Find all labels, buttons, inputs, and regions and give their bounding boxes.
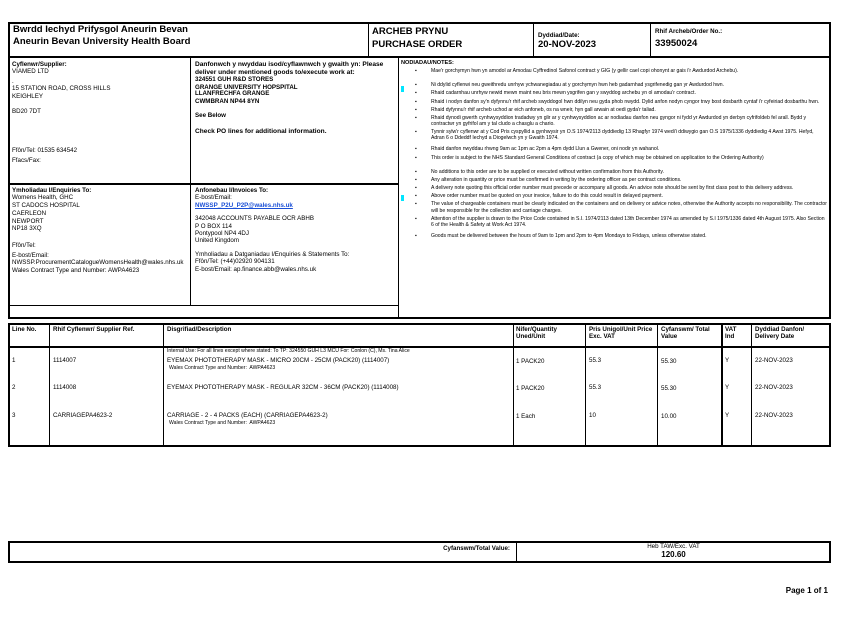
invoices-block [195,187,397,273]
total-value: 120.60 [661,550,686,559]
supplier-line: BD20 7DT [12,108,41,116]
notes-col-divider [398,57,399,318]
bottom-strip-divider [8,305,399,306]
note-item: ▪ Above order number must be quoted on your invoice, failure to do this could result in delayed payment. [401,193,827,199]
col-header-total: Cyfanswm/ Total Value [661,326,710,341]
cell-line-no: 1 [12,357,16,364]
cell-supplier-ref: CARRIAGEPA4623-2 [53,412,113,419]
order-date [538,32,648,51]
enquiries-line: NP18 3XQ [12,225,42,233]
delivery-line: 324551 GUH R&D STORES [195,76,274,84]
cell-vat: Y [725,384,730,391]
supplier-tel: Ffôn/Tel: 01535 634542 [12,147,78,155]
order-number-value: 33950024 [655,38,698,50]
enquiries-line: ST CADOCS HOSPITAL [12,201,80,209]
note-item: ▪ Rhaid cadarnhau unrhyw newid mewn maint neu bris mewn ysgrifen gan y swyddog archebu yn ol amodau'r contract. [401,90,827,96]
cell-delivery-date: 22-NOV-2023 [755,412,793,419]
delivery-line: LLANFRECHFA GRANGE [195,90,270,97]
note-item: ▪ No additions to this order are to be supplied or executed without written confirmation from this Authority. [401,169,827,175]
delivery-line: GRANGE UNIVERSITY HOPSPITAL [195,83,298,91]
note-item: ▪ Attention of the supplier is drawn to the Price Code contained in S.I. 1974/2113 dated 13th December 1974 as amended by S.I 1975/1336 dated 4th August 1975. Also Section 6 of the Health & Safety at Work Act 1974. [401,216,827,228]
document-title [372,26,532,50]
table-row [0,357,842,381]
cell-total: 55.30 [661,385,677,392]
note-item: ▪ Rhaid i nodyn danfon sy'n dyfynnu'r rhif archeb swyddogol hwn ddilyn neu gyda phob nwydd. Dylid anfon nodyn cyngor trwy bost dosbarth cyntaf i'r cyfeiriad dosbarthu hwn. [401,99,827,105]
notes-block [401,60,827,241]
col-header-unit-price: Pris Unigol/Unit Price Exc. VAT [589,326,653,341]
total-value-label: Cyfanswm/Total Value: [443,545,510,552]
order-number [655,28,825,50]
invoices-line: Pontypool NP4 4DJ [195,230,249,238]
invoices-line: P O BOX 114 [195,222,232,230]
highlight-marker [401,86,404,92]
page-number: Page 1 of 1 [785,586,828,595]
cell-unit-price: 55.3 [589,357,602,364]
header-col-divider [533,22,534,57]
col-header-delivery-date: Dyddiad Danfon/ Delivery Date [755,326,805,341]
highlight-marker [401,195,404,201]
invoices-label: Anfonebau I/Invoices To: [195,187,269,194]
note-item: ▪ Tynnir sylw'r cyflenwr at y Cod Pris cyspyllid a gynhwysir yn O.S 1974/2113 dyddiedig 13 Rhagfyr 1974 wedi'i ddiwygio gan O.S 1975/1336 dyddiedig 4 Awst 1975. Hefyd, Adran 6 o Ddeddf Iechyd a Diogelwch yn y Gwaith 1974. [401,129,827,141]
statements-tel: Ffôn/Tel: (+44)02920 904131 [195,258,275,266]
note-item: ▪ Rhaid dynodi gwerth cynhwysyddion tradadwy yn glir ar y cynhwysyddion ac ar nodiadau danfon neu gyngor ni fydd yr Awdurdod yn derbyn cyfrifoldeb fel arall. Bydd y contractwr yn gyfrifol am y tal cludo a chasglu a chario. [401,115,827,127]
supplier-line: KEIGHLEY [12,92,43,100]
enquiries-label: Ymholiadau I/Enquiries To: [12,187,92,194]
delivery-line: CWMBRAN NP44 8YN [195,97,260,105]
header-divider [8,56,831,58]
cell-delivery-date: 22-NOV-2023 [755,384,793,391]
table-row [0,384,842,408]
cell-quantity: 1 Each [516,413,536,420]
note-item: ▪ Rhaid danfon nwyddau rhwng 9am ac 1pm ac 2pm a 4pm dydd Llun a Gwener, oni nodir yn wahanol. [401,146,827,152]
cell-supplier-ref: 1114007 [53,357,77,364]
order-number-label: Rhif Archeb/Order No.: [655,28,723,35]
supplier-block [12,61,188,164]
supplier-fax: Ffacs/Fax: [12,156,41,164]
supplier-line: . [12,77,14,85]
invoices-line: 342048 ACCOUNTS PAYABLE OCR ABHB [195,215,314,223]
delivery-see-below: See Below [195,112,226,119]
total-exc-vat-label: Heb TAW/Exc. VAT [647,543,700,550]
cell-quantity: 1 PACK20 [516,358,545,365]
col-header-line-no: Line No. [12,326,37,333]
note-item: ▪ A delivery note quoting this official order number must precede or accompany all goods. An advice note should be sent by first class post to this delivery address. [401,185,827,191]
enquiries-line: NEWPORT [12,217,44,225]
left-col-divider [190,57,191,306]
header-col-divider [368,22,369,57]
enquiries-line: CAERLEON [12,210,47,218]
header-col-divider [650,22,651,57]
cell-quantity: 1 PACK20 [516,385,545,392]
cell-line-no: 3 [12,412,16,419]
enquiries-tel: Ffôn/Tel: [12,242,36,250]
cell-unit-price: 55.3 [589,384,602,391]
invoices-line: United Kingdom [195,237,240,245]
note-item: ▪ The value of chargeable containers must be clearly indicated on the containers and on delivery or advice notes, otherwise the Authority accepts no responsibility. The contractor will be responsible for the collection and carriage charges. [401,201,827,213]
enquiries-email-value: NWSSP.ProcurementCatalogueWomensHealth@wales.nhs.uk [12,259,184,267]
supplier-line: 15 STATION ROAD, CROSS HILLS [12,85,111,93]
enquiries-contract: Wales Contract Type and Number: AWPA4623 [12,266,140,274]
board-name-english: Aneurin Bevan University Health Board [13,35,191,47]
notes-label: NODIADAU/NOTES: [401,60,454,66]
board-name [13,24,363,47]
col-header-vat: VAT Ind [725,326,737,341]
cell-description: EYEMAX PHOTOTHERAPY MASK - REGULAR 32CM - 36CM (PACK20) (1114008) [167,384,399,391]
cell-total: 55.30 [661,358,677,365]
internal-use-note: Internal Use: For all lines except where stated: To TP: 324550 GUH L3 MCU For: Conlon (C), Ms. Tina Alice [167,348,410,354]
enquiries-block [12,187,189,274]
note-item: ▪ Rhaid dyfynnu'r rhif archeb uchod ar eich anfoneb, os na wneir, hyn gall arwain at oedi gyda'r taliad. [401,107,827,113]
title-welsh: ARCHEB PRYNU [372,26,449,37]
delivery-check-po: Check PO lines for additional information. [195,128,327,136]
cell-vat: Y [725,412,730,419]
notes-list [401,68,827,239]
date-label: Dyddiad/Date: [538,32,580,39]
cell-supplier-ref: 1114008 [53,384,77,391]
cell-contract: Wales Contract Type and Number: AWPA4623 [169,420,276,426]
statements-email: E-bost/Email: ap.finance.abb@wales.nhs.uk [195,265,317,273]
board-name-welsh: Bwrdd Iechyd Prifysgol Aneurin Bevan [13,24,188,35]
invoices-email-label: E-bost/Email: [195,194,232,202]
title-english: PURCHASE ORDER [372,38,463,50]
note-item: ▪ Any alteration in quantity or price must be confirmed in writing by the ordering officer as per contract conditions. [401,177,827,183]
cell-delivery-date: 22-NOV-2023 [755,357,793,364]
supplier-divider [8,183,399,185]
cell-vat: Y [725,357,730,364]
cell-description: EYEMAX PHOTOTHERAPY MASK - MICRO 20CM - 25CM (PACK20) (1114007) [167,357,390,364]
supplier-line: VIAMED LTD [12,68,49,76]
col-header-supplier-ref: Rhif Cyflenwr/ Supplier Ref. [53,326,135,333]
enquiries-line: Womens Health, GHC [12,194,74,202]
supplier-label: Cyflenwr/Supplier: [12,61,67,68]
date-value: 20-NOV-2023 [538,39,597,51]
cell-total: 10.00 [661,413,677,420]
enquiries-email-label: E-bost/Email: [12,251,49,259]
delivery-block [195,61,395,136]
note-item: ▪ Mae'r gorchymyn hwn yn amodol ar Amodau Cyffredinol Safonol contract y GIG (y gellir cael copi ohonynt ar gais i'r Awdurdod Archebu). [401,68,827,74]
table-row [0,412,842,436]
statements-label: Ymholiadau a Datganiadau I/Enquiries & Statements To: [195,250,350,258]
col-header-description: Disgrifiad/Description [167,326,232,333]
col-header-quantity: Nifer/Quantity Uned/Unit [516,326,557,341]
cell-description: CARRIAGE - 2 - 4 PACKS (EACH) (CARRIAGEPA4623-2) [167,412,328,419]
note-item: ▪ Ni ddylid cyflenwi neu gweithredu unrhyw ychwanegiadau at y gorchymyn hwn heb gadarnhad ysgrifenedig gan yr Awdurdod hwn. [401,82,827,88]
note-item: ▪ This order is subject to the NHS Standard General Conditions of contract (a copy of which may be obtained on application to the Ordering Authority) [401,155,827,161]
cell-unit-price: 10 [589,412,596,419]
delivery-label: Danfonwch y nwyddau isod/cyflawnwch y gwaith yn: Please deliver under mentioned goods to/execute work at: [195,61,384,76]
note-item: ▪ Goods must be delivered between the hours of 9am to 1pm and 2pm to 4pm Mondays to Fridays, unless otherwise stated. [401,233,827,239]
cell-line-no: 2 [12,384,16,391]
invoices-email-link[interactable]: NWSSP_P2U_P2P@wales.nhs.uk [195,201,293,209]
cell-contract: Wales Contract Type and Number: AWPA4623 [169,365,276,371]
